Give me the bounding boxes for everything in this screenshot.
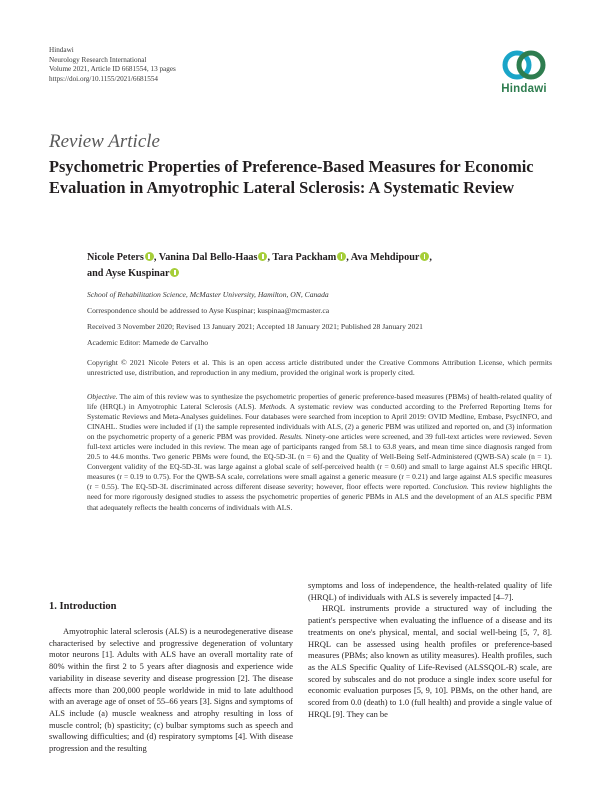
orcid-icon[interactable] <box>145 252 154 261</box>
section-heading <box>49 601 117 612</box>
body-column-left <box>49 626 293 755</box>
orcid-icon[interactable] <box>337 252 346 261</box>
abstract-conclusion-label: Conclusion. <box>432 482 469 492</box>
journal-meta <box>49 46 176 84</box>
body-paragraph: HRQL instruments provide a structured way of including the patient's perspective when evaluating the influence of a disease and its treatments on one's physical, mental, and social well-being [5, 7, 8]. HRQL can be assessed using health profiles or preference-based measures (PBMs; also known as utility measures). Health profiles, such as the ALS Specific Quality of Life-Revised (ALSSQOL-R) scale, are scored by subscales and do not produce a single index score useful for economic evaluation purposes [5, 9, 10]. PBMs, on the other hand, are scored from 0.0 (death) to 1.0 (full health) and provide a single value of HRQL [9]. They can be <box>308 603 552 719</box>
author-list: Nicole Peters , Vanina Dal Bello-Haas , Tara Packham , Ava Mehdipour , and Ayse Kuspinar <box>87 252 432 279</box>
section-title: Introduction <box>59 601 117 612</box>
author-name: and Ayse Kuspinar <box>87 268 170 279</box>
academic-editor: Academic Editor: Mamede de Carvalho <box>87 338 209 347</box>
author-name: Tara Packham <box>272 252 337 263</box>
abstract-methods: A systematic review was conducted according to the Preferred Reporting Items for Systematic Reviews and Meta-Analyses guidelines. Four databases were searched from inception to April 2019: OVID Medline, Embase, PsycINFO, and CINAHL. Studies were included if (1) the sample represented individuals with ALS, (2) a generic PBM was utilized and reported on, and (3) information on the psychometric property of a generic PBM was provided. <box>87 402 552 442</box>
author-name: Vanina Dal Bello-Haas <box>158 252 258 263</box>
orcid-icon[interactable] <box>170 268 179 277</box>
journal-name: Neurology Research International <box>49 55 147 64</box>
section-number: 1. <box>49 601 57 612</box>
body-paragraph: Amyotrophic lateral sclerosis (ALS) is a neurodegenerative disease characterised by selective and progressive degeneration of voluntary motor neurons [1]. Adults with ALS have an overall mortality rate of 80% within the first 2 to 5 years after diagnosis and experience wide variability in disease severity and disease progression [2]. The disease affects more than 200,000 people worldwide in mid to late adulthood with an average age of onset of 55–66 years [3]. Signs and symptoms of ALS include (a) muscle weakness and atrophy resulting in loss of muscle control; (b) spasticity; (c) bulbar symptoms such as speech and swallowing difficulties; and (d) respiratory symptoms [4]. With disease progression and the resulting <box>49 626 293 754</box>
abstract-results-label: Results. <box>279 432 303 442</box>
publication-dates: Received 3 November 2020; Revised 13 January 2021; Accepted 18 January 2021; Published 28 January 2021 <box>87 322 423 331</box>
abstract-objective-label: Objective. <box>87 392 118 401</box>
hindawi-logo <box>497 48 551 104</box>
article-type: Review Article <box>49 131 160 152</box>
article-title: Psychometric Properties of Preference-Based Measures for Economic Evaluation in Amyotrophic Lateral Sclerosis: A Systematic Review <box>49 157 534 197</box>
copyright-notice: Copyright © 2021 Nicole Peters et al. This is an open access article distributed under the Creative Commons Attribution License, which permits unrestricted use, distribution, and reproduction in any medium, provided the original work is properly cited. <box>87 358 552 377</box>
volume-line: Volume 2021, Article ID 6681554, 13 pages <box>49 65 176 74</box>
body-paragraph: symptoms and loss of independence, the health-related quality of life (HRQL) of individuals with ALS is severely impacted [4–7]. <box>308 580 552 602</box>
abstract-results: Ninety-one articles were screened, and 39 full-text articles were reviewed. Seven full-text articles were included in this review. The mean age of participants ranged from 58.1 to 63.8 years, and mean time since diagnosis ranged from 20.5 to 44.6 months. Two generic PBMs were found, the EQ-5D-3L (n = 6) and the Quality of Well-Being Self-Administered (QWB-SA) scale (n = 1). Convergent validity of the EQ-5D-3L was large against a global scale of self-perceived health (r = 0.60) and small to large against ALS specific HRQL measures (r = 0.19 to 0.75). For the QWB-SA scale, correlations were small against a generic measure (r = 0.21) and large against ALS specific measures (r = 0.55). The EQ-5D-3L discriminated across different disease severity; however, floor effects were reported. <box>87 432 552 492</box>
doi-link[interactable]: https://doi.org/10.1155/2021/6681554 <box>49 74 159 83</box>
abstract-conclusion: This review highlights the need for more rigorously designed studies to assess the psychometric properties of generic PBMs in ALS and the development of an ALS specific PBM that adequately reflects the health concerns of individuals with ALS. <box>87 482 553 512</box>
author-name: Nicole Peters <box>87 252 144 263</box>
affiliation: School of Rehabilitation Science, McMaster University, Hamilton, ON, Canada <box>87 290 329 299</box>
publisher-name: Hindawi <box>49 46 74 54</box>
correspondence: Correspondence should be addressed to Ayse Kuspinar; kuspinaa@mcmaster.ca <box>87 306 330 315</box>
body-column-right <box>308 580 552 720</box>
hindawi-rings-icon <box>500 48 548 82</box>
abstract-methods-label: Methods. <box>259 402 288 412</box>
hindawi-wordmark: Hindawi <box>501 83 547 95</box>
abstract <box>87 392 552 513</box>
abstract-objective: The aim of this review was to synthesize the psychometric properties of generic preference-based measures (PBMs) of health-related quality of life (HRQL) in Amyotrophic Lateral Sclerosis (ALS). <box>87 392 552 412</box>
author-name: Ava Mehdipour <box>350 252 420 263</box>
